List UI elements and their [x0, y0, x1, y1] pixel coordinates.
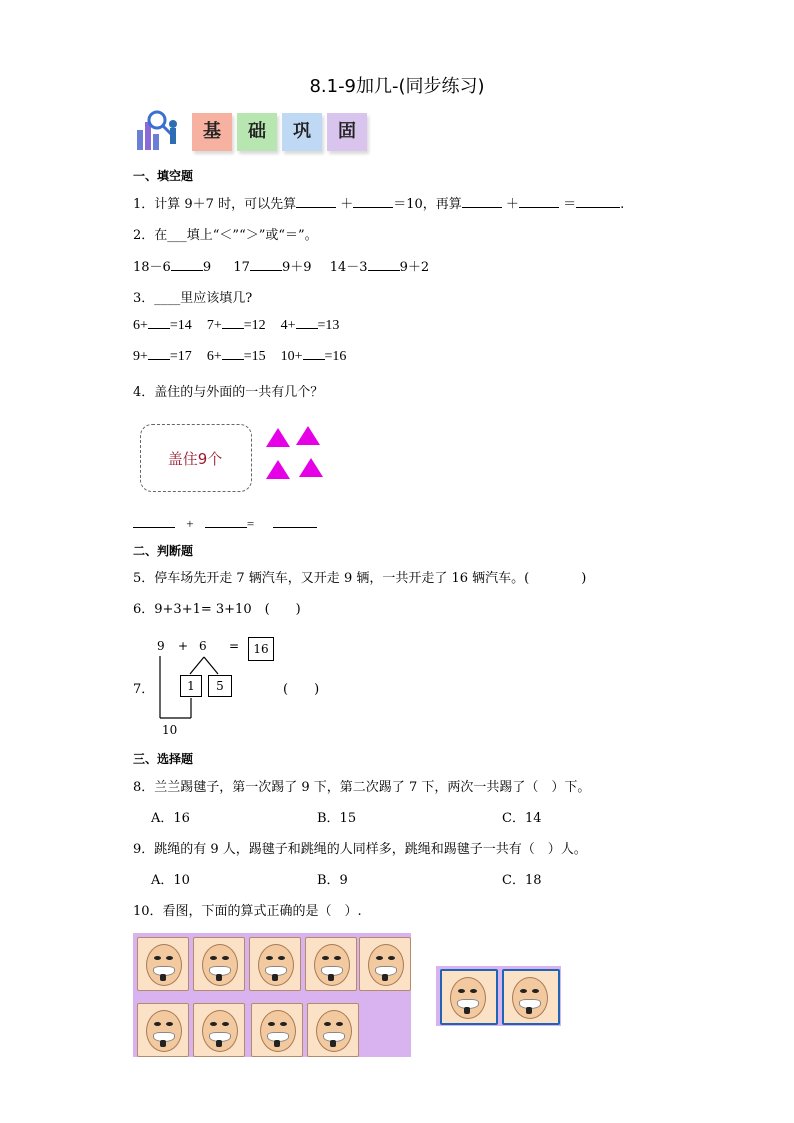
- q2-blank-2[interactable]: [250, 270, 282, 271]
- face-image: [249, 937, 301, 991]
- q3-r1-c-left: 4+: [280, 318, 296, 333]
- q4-blank-1[interactable]: [133, 527, 175, 528]
- face-image: [359, 937, 411, 991]
- q2-blank-3[interactable]: [368, 270, 400, 271]
- q8-option-a[interactable]: A．16: [151, 811, 190, 826]
- banner-tile-1: 基: [192, 113, 232, 151]
- q4-plus: +: [186, 516, 194, 531]
- q9-option-a[interactable]: A．10: [151, 873, 190, 888]
- q2-item-1-left: 18－6: [133, 260, 171, 275]
- q1-blank-1[interactable]: [296, 207, 336, 208]
- face-image: [440, 969, 498, 1025]
- section-heading-judgement: 二、判断题: [133, 544, 194, 558]
- triangle-icon: [296, 426, 320, 445]
- q3-r2-c-blank[interactable]: [303, 359, 325, 360]
- section-heading-choice: 三、选择题: [133, 752, 194, 766]
- q3-r1-a-left: 6+: [133, 318, 148, 333]
- q7-result-box: 16: [248, 637, 274, 661]
- face-image: [305, 937, 357, 991]
- banner-tile-2: 础: [237, 113, 277, 151]
- question-2-items: [133, 256, 429, 275]
- q3-r2-b-blank[interactable]: [222, 359, 244, 360]
- q1-plus-1: ＋: [340, 197, 354, 212]
- q2-item-2-left: 17: [233, 260, 250, 275]
- q7-plus: +: [178, 639, 189, 653]
- q1-text-a: 1．计算 9＋7 时，可以先算: [133, 197, 297, 212]
- q3-r2-b-left: 6+: [206, 349, 222, 364]
- triangle-icon: [266, 460, 290, 479]
- q3-r1-b-right: =12: [243, 318, 266, 333]
- triangle-icon: [299, 458, 323, 477]
- q4-equation: [133, 516, 317, 532]
- question-3: 3．____里应该填几?: [133, 291, 253, 306]
- q2-item-3-left: 14－3: [329, 260, 368, 275]
- face-image: [193, 937, 245, 991]
- section-heading-fill-blank: 一、填空题: [133, 169, 194, 183]
- q7-answer-paren: ( ): [283, 682, 320, 697]
- q3-r2-b-right: =15: [243, 349, 266, 364]
- q9-option-b[interactable]: B．9: [317, 873, 348, 888]
- question-8: 8．兰兰踢毽子，第一次踢了 9 下，第二次踢了 7 下，两次一共踢了（ ）下。: [133, 780, 591, 795]
- q2-blank-1[interactable]: [171, 270, 203, 271]
- q8-option-c[interactable]: C．14: [502, 811, 542, 826]
- q7-split-box-1: 1: [180, 675, 202, 697]
- q1-equals: ＝: [563, 197, 577, 212]
- q7-ten: 10: [162, 723, 178, 737]
- face-image: [137, 1003, 189, 1057]
- banner-tile-4: 固: [327, 113, 367, 151]
- q3-r1-a-blank[interactable]: [148, 328, 170, 329]
- question-5: 5．停车场先开走 7 辆汽车，又开走 9 辆，一共开走了 16 辆汽车。( ): [133, 571, 587, 586]
- q2-item-1-right: 9: [202, 260, 212, 275]
- question-9: 9．跳绳的有 9 人，踢毽子和跳绳的人同样多，跳绳和踢毽子一共有（ ）人。: [133, 842, 587, 857]
- magnifier-chart-icon: [133, 108, 185, 154]
- q7-split-box-2: 5: [208, 675, 232, 697]
- q1-period: .: [620, 197, 625, 212]
- page-title: 8.1-9加几-(同步练习): [309, 76, 485, 97]
- q3-r2-a-blank[interactable]: [148, 359, 170, 360]
- q1-plus-2: ＋: [505, 197, 519, 212]
- question-2: 2．在___填上“＜”“＞”或“＝”。: [133, 228, 318, 243]
- q2-item-2-right: 9＋9: [281, 260, 312, 275]
- q1-blank-3[interactable]: [462, 207, 502, 208]
- face-image: [251, 1003, 303, 1057]
- question-4: 4．盖住的与外面的一共有几个？: [133, 385, 324, 400]
- q1-blank-2[interactable]: [353, 207, 393, 208]
- q1-blank-5[interactable]: [576, 207, 620, 208]
- covered-label: 盖住9个: [167, 450, 223, 468]
- q3-r1-b-left: 7+: [206, 318, 222, 333]
- q7-equals: =: [229, 639, 240, 653]
- q7-number: 7．: [133, 682, 155, 697]
- face-image: [307, 1003, 359, 1057]
- banner-tile-3: 巩: [282, 113, 322, 151]
- q3-r2-c-right: =16: [324, 349, 347, 364]
- q3-row-2: [133, 349, 346, 365]
- q4-equals: =: [246, 516, 255, 531]
- q3-r1-c-blank[interactable]: [296, 328, 318, 329]
- face-image: [137, 937, 189, 991]
- q3-r1-c-right: =13: [317, 318, 340, 333]
- q3-r2-a-left: 9+: [133, 349, 148, 364]
- q3-row-1: [133, 318, 339, 334]
- q9-option-c[interactable]: C．18: [502, 873, 542, 888]
- question-10: 10．看图，下面的算式正确的是（ ）.: [133, 904, 362, 919]
- question-6: 6．9+3+1= 3+10 ( ): [133, 602, 301, 617]
- face-grid-panel: [133, 933, 411, 1057]
- face-image: [502, 969, 560, 1025]
- q3-r2-a-right: =17: [169, 349, 192, 364]
- q4-blank-3[interactable]: [273, 527, 317, 528]
- q8-option-b[interactable]: B．15: [317, 811, 357, 826]
- q4-blank-2[interactable]: [205, 527, 247, 528]
- question-1: [133, 193, 624, 212]
- face-image: [193, 1003, 245, 1057]
- q3-r1-a-right: =14: [169, 318, 192, 333]
- q7-addend-b: 6: [199, 639, 207, 653]
- q3-r2-c-left: 10+: [280, 349, 303, 364]
- q7-addend-a: 9: [157, 639, 165, 653]
- triangle-icon: [266, 428, 290, 447]
- q1-blank-4[interactable]: [519, 207, 559, 208]
- q1-text-c: ＝10，再算: [393, 197, 462, 212]
- q3-r1-b-blank[interactable]: [222, 328, 244, 329]
- q2-item-3-right: 9＋2: [399, 260, 430, 275]
- side-face-panel: [436, 966, 561, 1026]
